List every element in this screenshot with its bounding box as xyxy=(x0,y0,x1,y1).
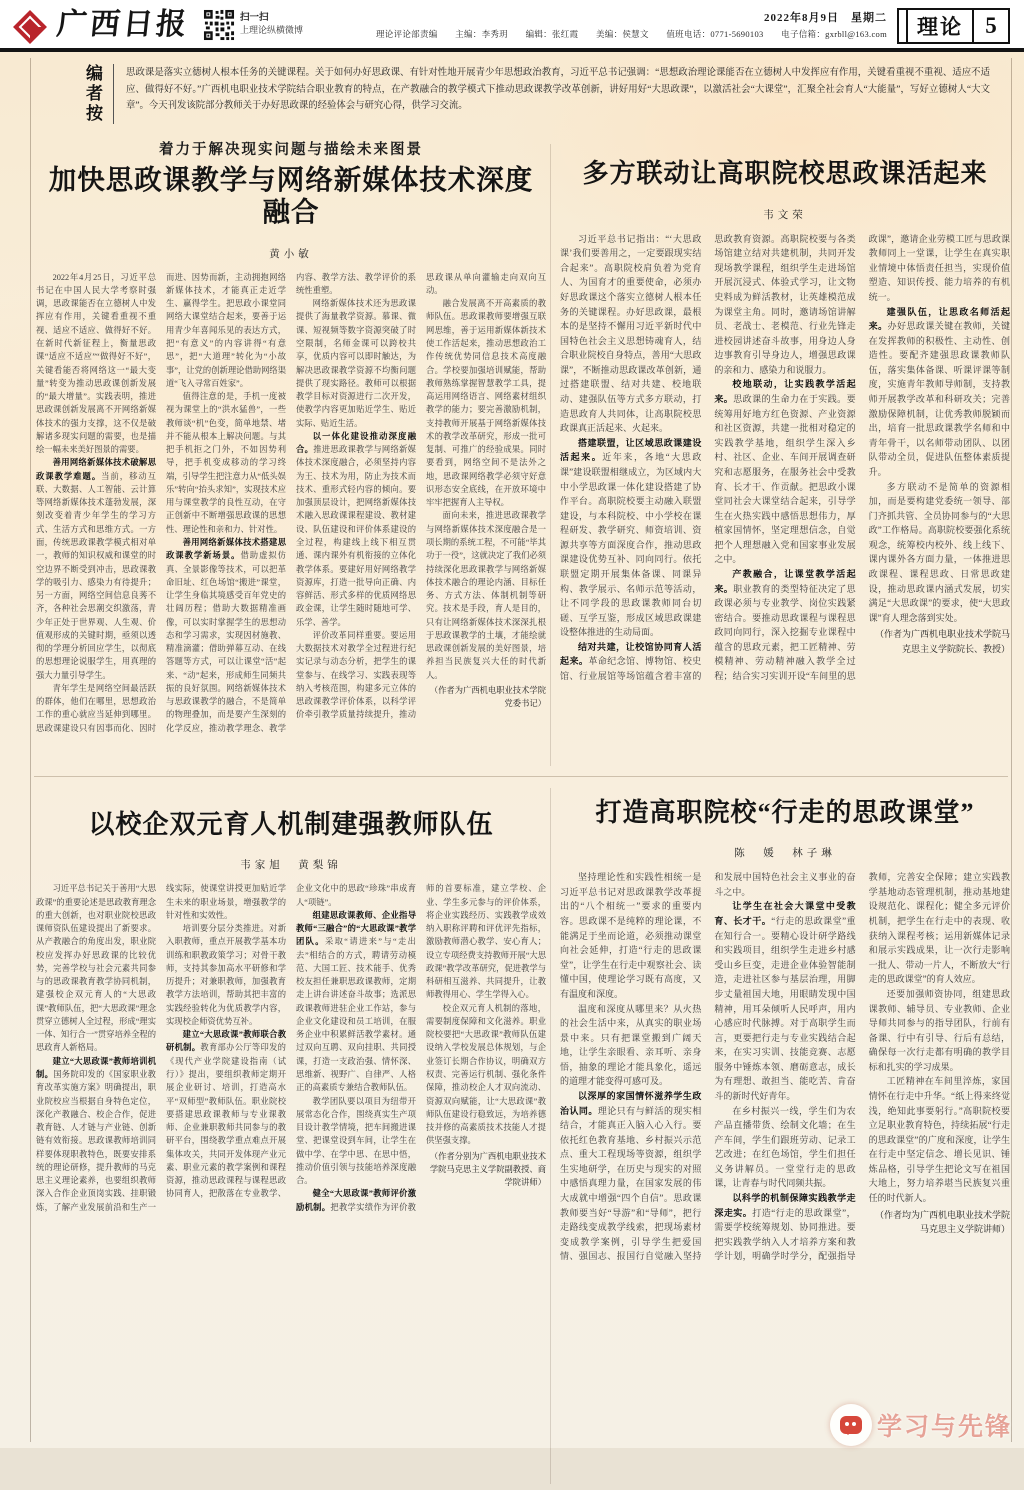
editor-note xyxy=(86,64,990,124)
article2-body: 习近平总书记指出：“‘大思政课’我们要善用之，一定要跟现实结合起来”。高职院校肩负着为党育人、为国育才的重要使命，必须办好思政课这个落实立德树人根本任务的关键课程。办好思政课，最根本的是坚持不懈用习近平新时代中国特色社会主义思想铸魂育人，结合职业院校自身特点，善用“大思政课”，不断推动思政课改革创新，通过搭建联盟、结对共建、校地联动、建强队伍等方式多方联动，打造思政育人共同体，让高职院校思政课真正活起来、火起来。 搭建联盟，让区域思政课建设活起来。近年来，各地“大思政课”建设联盟相继成立，为区域内大中小学思政课一体化建设搭建了协作平台。高职院校要主动融入联盟建设，与本科院校、中小学校在课程研发、教学研究、师资培训、资源共享等方面深度合作，推动思政课建设优势互补、同向同行。依托联盟定期开展集体备课、同课异构、教学展示、名师示范等活动，让不同学段的思政课教师同台切磋、互学互鉴，形成区域思政课建设整体推进的生动局面。 结对共建，让校馆协同育人活起来。革命纪念馆、博物馆、校史馆、行业展馆等场馆蕴含着丰富的思政教育资源。高职院校要与各类场馆建立结对共建机制，共同开发现场教学课程，组织学生走进场馆开展沉浸式、体验式学习，让文物史料成为鲜活教材，让英雄模范成为课堂主角。同时，邀请场馆讲解员、老战士、老模范、行业先锋走进校园讲述奋斗故事，用身边人身边事教育引导身边人，增强思政课的亲和力、感染力和说服力。 校地联动，让实践教学活起来。思政课的生命力在于实践。要统筹用好地方红色资源、产业资源和社区资源，共建一批相对稳定的实践教学基地，组织学生深入乡村、社区、企业、车间开展调查研究和志愿服务，在服务社会中受教育、长才干、作贡献。把思政小课堂同社会大课堂结合起来，引导学生在火热实践中感悟思想伟力，厚植家国情怀，坚定理想信念，自觉把个人理想融入党和国家事业发展之中。 产教融合，让课堂教学活起来。职业教育的类型特征决定了思政课必须与专业教学、岗位实践紧密结合。要推动思政课程与课程思政同向同行，深入挖掘专业课程中蕴含的思政元素，把工匠精神、劳模精神、劳动精神融入教学全过程；结合实习实训开设“车间里的思政课”，邀请企业劳模工匠与思政课教师同上一堂课，让学生在真实职业情境中体悟责任担当，实现价值塑造、知识传授、能力培养的有机统一。 建强队伍，让思政名师活起来。办好思政课关键在教师，关键在发挥教师的积极性、主动性、创造性。要配齐建强思政课教师队伍，落实集体备课、听课评课等制度，实施青年教师导师制，支持教师开展教学改革和科研攻关；完善激励保障机制，让优秀教师脱颖而出，培育一批思政课教学名师和中青年骨干，以名师带动团队、以团队带动全员，促进队伍整体素质提升。 多方联动不是简单的资源相加，而是要构建党委统一领导、部门齐抓共管、全员协同参与的“大思政”工作格局。高职院校要强化系统观念，统筹校内校外、线上线下、课内课外各方面力量，一体推进思政课程、课程思政、日常思政建设，推动思政课内涵式发展，切实满足“大思政课”的要求，使“大思政课”育人理念落到实处。 （作者为广西机电职业技术学院马克思主义学院院长、教授） xyxy=(560,233,1010,682)
editor-note-text: 思政课是落实立德树人根本任务的关键课程。关于如何办好思政课、有针对性地开展青少年思想政治教育，习近平总书记强调：“思想政治理论课能否在立德树人中发挥应有作用，关键看重视不重视、适应不适应、做得好不好。”广西机电职业技术学院结合职业教育的特点，在产教融合的教学模式下推动思政课教学改革创新，讲好用好“大思政课”，以激活社会“大课堂”，汇聚全社会育人“大能量”，写好立德树人“大文章”。今天刊发该院部分教师关于办好思政课的经验体会与研究心得，供学习交流。 xyxy=(126,68,990,112)
paper-logo-icon xyxy=(13,10,47,44)
article-multi-linkage xyxy=(560,142,1010,774)
article2-byline: 韦文荣 xyxy=(763,209,807,221)
page-header xyxy=(0,0,1024,52)
qr-block xyxy=(203,9,303,41)
masthead xyxy=(14,10,189,40)
top-column-divider xyxy=(550,144,551,766)
watermark-badge xyxy=(830,1404,1012,1446)
paper-name: 广西日报 xyxy=(55,8,191,41)
qr-code-icon xyxy=(203,9,235,41)
article3-headline: 以校企双元育人机制建强教师队伍 xyxy=(88,810,494,839)
article4-body: 坚持理论性和实践性相统一是习近平总书记对思政课教学改革提出的“八个相统一”要求的重要内容。思政课不是纯粹的理论课，不能满足于坐而论道，必须推动课堂向社会延伸，打造“行走的思政课堂”，让学生在行走中观察社会、读懂中国，使理论学习既有高度，又有温度和深度。 温度和深度从哪里来？从火热的社会生活中来，从真实的职业场景中来。只有把课堂搬到广阔天地，让学生亲眼看、亲耳听、亲身悟，抽象的理论才能具象化，遥远的道理才能变得可感可及。 以深厚的家国情怀滋养学生政治认同。理论只有与鲜活的现实相结合，才能真正入脑入心入行。要依托红色教育基地、乡村振兴示范点、重大工程现场等资源，组织学生实地研学，在历史与现实的对照中感悟真理力量，在国家发展的伟大成就中增强“四个自信”。思政课教师要当好“导游”和“导师”，把行走路线变成教学线索，把现场素材变成教学案例，引导学生把爱国情、强国志、报国行自觉融入坚持和发展中国特色社会主义事业的奋斗之中。 让学生在社会大课堂中受教育、长才干。“行走的思政课堂”重在知行合一。要精心设计研学路线和实践项目，组织学生走进乡村感受山乡巨变，走进企业体验智能制造，走进社区参与基层治理，用脚步丈量祖国大地，用眼睛发现中国精神，用耳朵倾听人民呼声，用内心感应时代脉搏。对于高职学生而言，更要把行走与专业实践结合起来，在实习实训、技能竞赛、志愿服务中锤炼本领、磨砺意志，成长为有理想、敢担当、能吃苦、肯奋斗的新时代好青年。 在乡村振兴一线，学生们为农产品直播带货、绘制文化墙；在生产车间，学生们跟班劳动、记录工艺改进；在红色场馆，学生们担任义务讲解员。一堂堂行走的思政课，让青春与时代同频共振。 以科学的机制保障实践教学走深走实。打造“行走的思政课堂”，需要学校统筹规划、协同推进。要把实践教学纳入人才培养方案和教学计划，明确学时学分，配强指导教师，完善安全保障；建立实践教学基地动态管理机制，推动基地建设规范化、课程化；健全多元评价机制，把学生在行走中的表现、收获纳入课程考核；运用新媒体记录和展示实践成果，让一次行走影响一批人、带动一片人，不断放大“行走的思政课堂”的育人效应。 还要加强师资协同，组建思政课教师、辅导员、专业教师、企业导师共同参与的指导团队，行前有备课、行中有引导、行后有总结，确保每一次行走都有明确的教学目标和扎实的学习成果。 工匠精神在车间里淬炼，家国情怀在行走中升华。“纸上得来终觉浅，绝知此事要躬行。”高职院校要立足职业教育特色，持续拓展“行走的思政课堂”的广度和深度，让学生在行走中坚定信念、增长见识、锤炼品格，引导学生把论文写在祖国大地上，努力培养堪当民族复兴重任的时代新人。 （作者均为广西机电职业技术学院马克思主义学院讲师） xyxy=(560,872,1010,1262)
article-shenzhen-fusion xyxy=(36,138,546,774)
right-frame-rule xyxy=(1011,58,1012,1442)
article-walking-classroom xyxy=(560,788,1010,1490)
article3-byline: 韦家旭 黄梨锦 xyxy=(240,860,342,872)
qr-caption-line1: 扫一扫 xyxy=(240,13,269,24)
watermark-logo xyxy=(830,1404,872,1446)
section-name: 理论 xyxy=(906,8,974,44)
article1-body: 2022年4月25日，习近平总书记在中国人民大学考察时强调，思政课能否在立德树人中发挥应有作用，关键看重视不重视、适应不适应、做得好不好。在新时代新征程上，衡量思政课“适应不适应”“做得好不好”，关键看能否将网络这一“最大变量”转变为推动思政课创新发展的“最大增量”。实践表明，推进思政课创新发展离不开网络新媒体技术的强力支撑，这不仅是破解诸多现实问题的需要，也是描绘一幅未来美好图景的需要。 善用网络新媒体技术破解思政课教学难题。当前，移动互联、大数据、人工智能、云计算等网络新媒体技术蓬勃发展，深刻改变着青少年学生的学习方式、生活方式和思维方式。一方面，传统思政课教学模式相对单一，教师的知识权威和课堂的时空边界不断受到冲击，思政课教学的吸引力、感染力有待提升；另一方面，网络空间信息良莠不齐，各种社会思潮交织激荡，青少年正处于世界观、人生观、价值观形成的关键时期，亟须以透彻的学理分析回应学生，以彻底的思想理论说服学生，用真理的强大力量引导学生。 青年学生是网络空间最活跃的群体，他们在哪里，思想政治工作的重心就应当延伸到哪里。思政课建设只有因事而化、因时而进、因势而新，主动拥抱网络新媒体技术，才能真正走近学生、赢得学生。把思政小课堂同网络大课堂结合起来，要善于运用青少年喜闻乐见的表达方式，把“有意义”的内容讲得“有意思”，把“大道理”转化为“小故事”，让党的创新理论借助网络渠道“飞入寻常百姓家”。 值得注意的是，手机一度被视为课堂上的“洪水猛兽”，一些教师谈“机”色变，简单地禁、堵并不能从根本上解决问题。与其把手机拒之门外，不如因势利导，把手机变成移动的学习终端，引导学生把注意力从“低头娱乐”转向“抬头求知”，实现技术应用与课堂教学的良性互动，在守正创新中不断增强思政课的思想性、理论性和亲和力、针对性。 善用网络新媒体技术搭建思政课教学新场景。借助虚拟仿真、全景影像等技术，可以把革命旧址、红色场馆“搬进”课堂，让学生身临其境感受百年党史的壮阔历程；借助大数据精准画像，可以实时掌握学生的思想动态和学习需求，实现因材施教、精准滴灌；借助弹幕互动、在线答题等方式，可以让课堂“活”起来、“动”起来，形成师生同频共振的良好氛围。网络新媒体技术与思政课教学的融合，不是简单的物理叠加，而是要产生深刻的化学反应，推动教学理念、教学内容、教学方法、教学评价的系统性重塑。 网络新媒体技术还为思政课提供了海量教学资源。慕课、微课、短视频等数字资源突破了时空限制，名师金课可以跨校共享，优质内容可以即时触达，为解决思政课教学资源不均衡问题提供了现实路径。教师可以根据教学目标对资源进行二次开发，使教学内容更加贴近学生、贴近实际、贴近生活。 以一体化建设推动深度融合。推进思政课教学与网络新媒体技术深度融合，必须坚持内容为王、技术为用，防止为技术而技术、重形式轻内容的倾向。要加强顶层设计，把网络新媒体技术融入思政课课程建设、教材建设、队伍建设和评价体系建设的全过程，构建线上线下相互贯通、课内课外有机衔接的立体化教学体系。要建好用好网络教学资源库，打造一批导向正确、内容鲜活、形式多样的优质网络思政金课，让学生随时随地可学、乐学、善学。 评价改革同样重要。要运用大数据技术对教学全过程进行纪实记录与动态分析，把学生的课堂参与、在线学习、实践表现等纳入考核范围，构建多元立体的思政课教学评价体系，以科学评价牵引教学质量持续提升，推动思政课从单向灌输走向双向互动。 融合发展离不开高素质的教师队伍。思政课教师要增强互联网思维，善于运用新媒体新技术使工作活起来，推动思想政治工作传统优势同信息技术高度融合。学校要加强培训赋能，帮助教师熟练掌握智慧教学工具，提高运用网络语言、网络素材组织教学的能力；要完善激励机制，支持教师开展基于网络新媒体技术的教学改革研究，形成一批可复制、可推广的经验成果。同时要看到，网络空间不是法外之地，思政课网络教学必须守好意识形态安全底线，在开放环境中牢牢把握育人主导权。 面向未来，推进思政课教学与网络新媒体技术深度融合是一项长期的系统工程，不可能“毕其功于一役”，这就决定了我们必须持续深化思政课教学与网络新媒体技术融合的理论内涵、目标任务、方式方法、体制机制等研究。技术是手段，育人是目的，只有让网络新媒体技术深深扎根于思政课教学的土壤，才能绘就思政课创新发展的美好图景，培养担当民族复兴大任的时代新人。 （作者为广西机电职业技术学院党委书记） xyxy=(36,272,546,733)
editor-note-char: 者 xyxy=(86,84,103,104)
qr-caption-line2: 上理论纵横微博 xyxy=(240,25,304,36)
header-info xyxy=(303,7,897,43)
date-line: 2022年8月9日 星期二 xyxy=(764,12,887,24)
qr-caption xyxy=(240,13,303,36)
bottom-column-divider xyxy=(550,788,551,1484)
editor-note-char: 编 xyxy=(86,64,103,83)
editor-note-char: 按 xyxy=(86,104,103,124)
left-frame-rule xyxy=(30,58,31,1442)
article-teacher-team xyxy=(36,796,546,1490)
article1-kicker: 着力于解决现实问题与描绘未来图景 xyxy=(159,142,423,158)
staff-line: 理论评论部责编 主编：李秀玥 编辑：张红霞 美编：侯慧文 值班电话：0771-5690103 电子信箱：gxrbll@163.com xyxy=(375,29,887,39)
article4-headline: 打造高职院校“行走的思政课堂” xyxy=(595,798,975,827)
article4-byline: 陈 媛 林子琳 xyxy=(734,848,836,860)
editor-note-label xyxy=(86,64,114,124)
article1-byline: 黄小敏 xyxy=(269,248,313,260)
page-number: 5 xyxy=(974,8,1010,44)
article1-headline: 加快思政课教学与网络新媒体技术深度融合 xyxy=(48,164,534,227)
section-block xyxy=(897,8,1010,44)
section-box-spacer xyxy=(897,8,906,44)
watermark-text: 学习与先锋 xyxy=(876,1414,1012,1441)
article2-headline: 多方联动让高职院校思政课活起来 xyxy=(582,159,988,189)
article3-body: 习近平总书记关于善用“大思政课”的重要论述是思政教育理念的重大创新，也对职业院校思政课师资队伍建设提出了新要求。从产教融合的角度出发，职业院校应发挥办好思政课的比较优势，完善学校与社会元素共同参与的思政课教育教学协同机制，建强校企双元育人的“大思政课”教师队伍，把“大思政课”理念贯穿立德树人全过程，形成“理实一体、知行合一”贯穿培养全程的思政育人新格局。 建立“大思政课”教师培训机制。国务院印发的《国家职业教育改革实施方案》明确提出，职业院校应当根据自身特色定位，深化产教融合、校企合作，促进教育链、人才链与产业链、创新链有效衔接。思政课教师培训同样要体现职教特色，既要安排系统的理论研修，提升教师的马克思主义理论素养，也要组织教师深入合作企业顶岗实践、挂职锻炼，了解产业发展前沿和生产一线实际，使课堂讲授更加贴近学生未来的职业场景，增强教学的针对性和实效性。 培训要分层分类推进。对新入职教师，重点开展教学基本功训练和职教政策学习；对骨干教师，支持其参加高水平研修和学历提升；对兼职教师，加强教育教学方法培训，帮助其把丰富的实践经验转化为优质教学内容，实现校企师资优势互补。 建立“大思政课”教师联合教研机制。教育部办公厅等印发的《现代产业学院建设指南（试行）》提出，要组织教师定期开展企业研讨、培训，打造高水平“双师型”教师队伍。职业院校要搭建思政课教师与专业课教师、企业兼职教师共同参与的教研平台，围绕教学重点难点开展集体攻关，共同开发体现产业元素、职业元素的教学案例和课程资源，推动思政课程与课程思政协同育人，把散落在专业教学、企业文化中的思政“珍珠”串成育人“项链”。 组建思政课教师、企业指导教师“三融合”的“大思政课”教学团队。采取“请进来”与“走出去”相结合的方式，聘请劳动模范、大国工匠、技术能手、优秀校友担任兼职思政课教师，定期走上讲台讲述奋斗故事；选派思政课教师进驻企业工作站，参与企业文化建设和员工培训，在服务企业中积累鲜活教学素材。通过双向互聘、双向挂职、共同授课，打造一支政治强、情怀深、思维新、视野广、自律严、人格正的高素质专兼结合教师队伍。 教学团队要以项目为纽带开展常态化合作，围绕真实生产项目设计教学情境，把车间搬进课堂、把课堂设到车间，让学生在做中学、在学中思、在思中悟，推动价值引领与技能培养深度融合。 健全“大思政课”教师评价激励机制。把教学实绩作为评价教师的首要标准，建立学校、企业、学生多元参与的评价体系，将企业实践经历、实践教学成效纳入职称评聘和评优评先指标，激励教师潜心教学、安心育人；设立专项经费支持教师开展“大思政课”教学改革研究，促进教学与科研相互滋养、共同提升，让教师教得用心、学生学得入心。 校企双元育人机制的落地，需要制度保障和文化滋养。职业院校要把“大思政课”教师队伍建设纳入学校发展总体规划，与企业签订长期合作协议，明确双方权责、完善运行机制、强化条件保障，推动校企人才双向流动、资源双向赋能，让“大思政课”教师队伍建设行稳致远，为培养德技并修的高素质技术技能人才提供坚强支撑。 （作者分别为广西机电职业技术学院马克思主义学院副教授、商学院讲师） xyxy=(36,884,546,1212)
page-content xyxy=(0,52,1024,1448)
chat-bubble-icon xyxy=(840,1416,862,1434)
